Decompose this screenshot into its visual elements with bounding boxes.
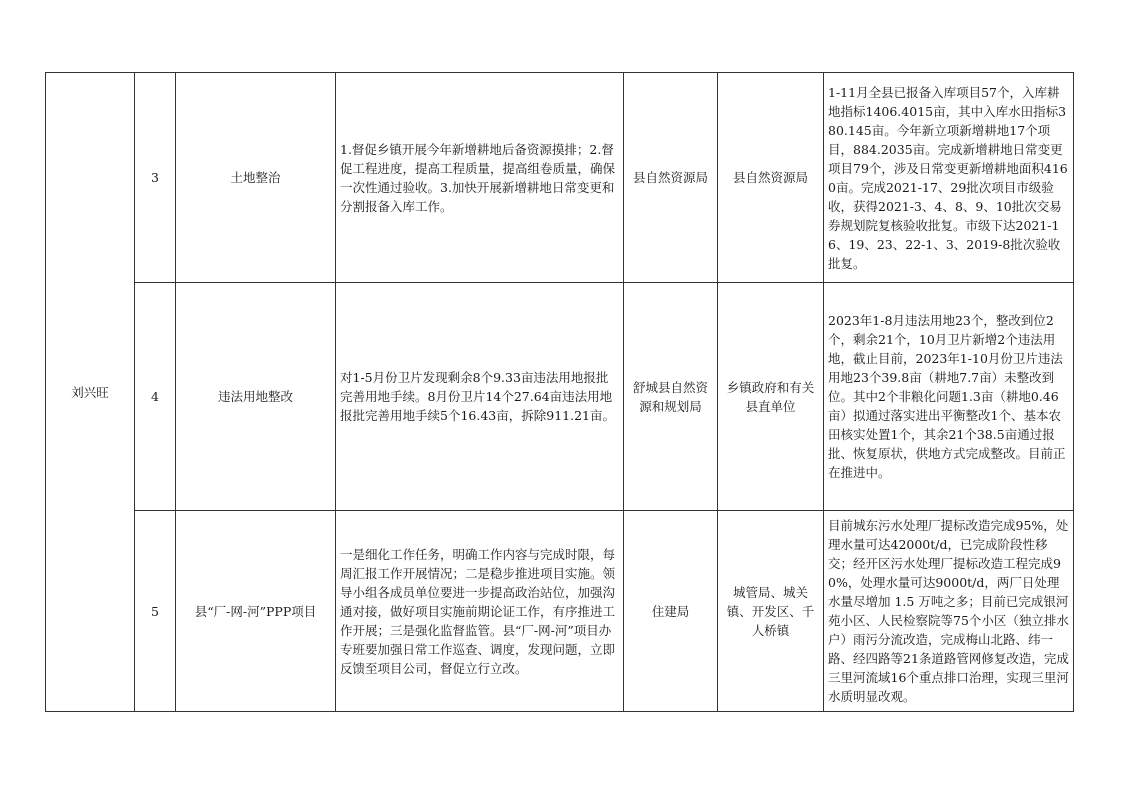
lead-unit: 住建局 xyxy=(624,511,718,712)
progress-status: 目前城东污水处理厂提标改造完成95%，处理水量可达42000t/d，已完成阶段性移交；经开区污水处理厂提标改造工程完成90%，处理水量可达9000t/d，两厂日处理水量尽增加 1.5 万吨之多；目前已完成银河苑小区、人民检察院等75个小区（独立排水户）雨污分流改造，完成梅山北路、纬一路、经四路等21条道路管网修复改造，完成三里河流域16个重点排口治理，实现三里河水质明显改观。 xyxy=(824,511,1074,712)
table-row xyxy=(46,73,1074,283)
responsible-person: 刘兴旺 xyxy=(71,384,109,400)
work-measures: 一是细化工作任务，明确工作内容与完成时限，每周汇报工作开展情况；二是稳步推进项目实施。领导小组各成员单位要进一步提高政治站位，加强沟通对接，做好项目实施前期论证工作，有序推进工作开展；三是强化监督监管。县“厂-网-河”项目办专班要加强日常工作巡查、调度，发现问题，立即反馈至项目公司，督促立行立改。 xyxy=(336,511,624,712)
progress-status: 1-11月全县已报备入库项目57个，入库耕地指标1406.4015亩，其中入库水田指标380.145亩。今年新立项新增耕地17个项目，884.2035亩。完成新增耕地日常变更项目79个，涉及日常变更新增耕地面积4160亩。完成2021-17、29批次项目市级验收，获得2021-3、4、8、9、10批次交易券规划院复核验收批复。市级下达2021-16、19、23、22-1、3、2019-8批次验收批复。 xyxy=(824,73,1074,283)
project-name: 县“厂-网-河”PPP项目 xyxy=(176,511,336,712)
row-number: 3 xyxy=(135,73,176,283)
responsible-unit: 城管局、城关镇、开发区、千人桥镇 xyxy=(718,511,824,712)
lead-unit: 县自然资源局 xyxy=(624,73,718,283)
responsible-person-cell xyxy=(46,73,135,712)
project-name: 违法用地整改 xyxy=(176,283,336,511)
work-measures: 1.督促乡镇开展今年新增耕地后备资源摸排；2.督促工程进度，提高工程质量，提高组卷质量，确保一次性通过验收。3.加快开展新增耕地日常变更和分割报备入库工作。 xyxy=(336,73,624,283)
table-row xyxy=(46,283,1074,511)
row-number: 5 xyxy=(135,511,176,712)
work-measures: 对1-5月份卫片发现剩余8个9.33亩违法用地报批完善用地手续。8月份卫片14个27.64亩违法用地报批完善用地手续5个16.43亩，拆除911.21亩。 xyxy=(336,283,624,511)
project-name: 土地整治 xyxy=(176,73,336,283)
row-number: 4 xyxy=(135,283,176,511)
responsible-unit: 乡镇政府和有关县直单位 xyxy=(718,283,824,511)
lead-unit: 舒城县自然资源和规划局 xyxy=(624,283,718,511)
progress-status: 2023年1-8月违法用地23个，整改到位2个，剩余21个，10月卫片新增2个违法用地，截止目前，2023年1-10月份卫片违法用地23个39.8亩（耕地7.7亩）未整改到位。其中2个非粮化问题1.3亩（耕地0.46亩）拟通过落实进出平衡整改1个、基本农田核实处置1个，其余21个38.5亩通过报批、恢复原状，供地方式完成整改。目前正在推进中。 xyxy=(824,283,1074,511)
supervision-table xyxy=(45,72,1074,712)
table-row xyxy=(46,511,1074,712)
responsible-unit: 县自然资源局 xyxy=(718,73,824,283)
